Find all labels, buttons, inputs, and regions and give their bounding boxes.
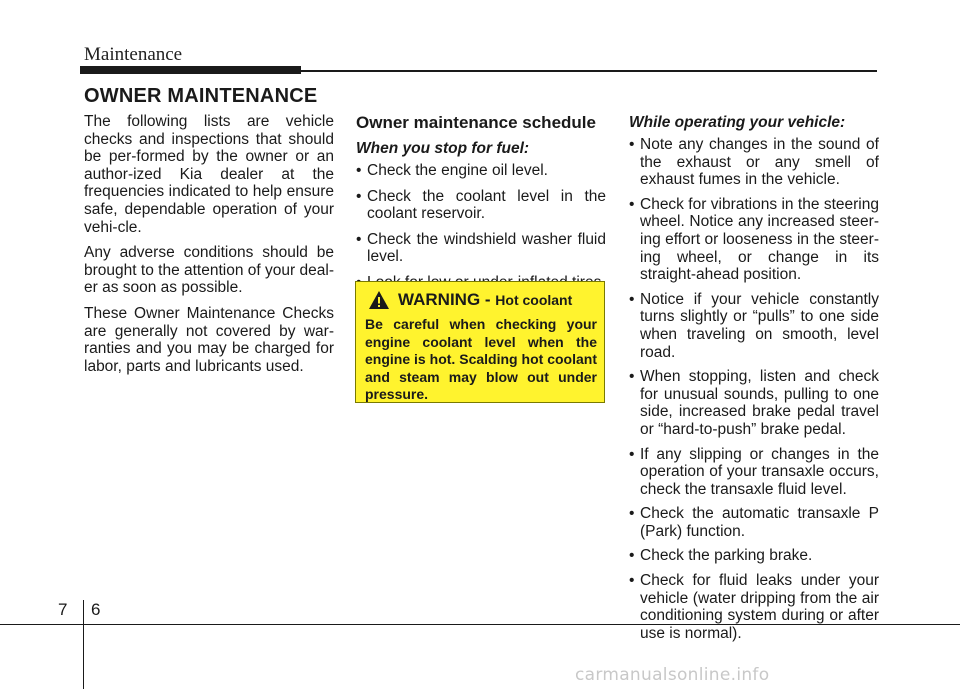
warning-body: Be careful when checking your engine coolant level when the engine is hot. Scalding hot coolant and steam may blow out under pressure.	[365, 316, 597, 402]
intro-paragraph: The following lists are vehicle checks and inspections that should be per-formed by the owner or an author-ized Kia dealer at the frequencies indicated to help ensure safe, dependable operation of your vehi-cle.	[84, 113, 334, 236]
list-item: • Check the windshield washer fluid level.	[356, 231, 606, 266]
list-item: • Check the coolant level in the coolant reservoir.	[356, 188, 606, 223]
warning-triangle-icon	[368, 290, 390, 310]
intro-paragraph: Any adverse conditions should be brought to the attention of your deal-er as soon as possible.	[84, 244, 334, 297]
list-item: • Check the automatic transaxle P (Park) function.	[629, 505, 879, 540]
page-title: OWNER MAINTENANCE	[84, 85, 318, 107]
list-item: • Check the parking brake.	[629, 547, 879, 565]
list-item: • Note any changes in the sound of the exhaust or any smell of exhaust fumes in the vehicle.	[629, 136, 879, 189]
fuel-stop-subheading: When you stop for fuel:	[356, 140, 530, 157]
intro-paragraph: These Owner Maintenance Checks are generally not covered by war-ranties and you may be charged for labor, parts and lubricants used.	[84, 304, 334, 375]
list-item: • When stopping, listen and check for unusual sounds, pulling to one side, increased brake pedal travel or “hard-to-push” brake pedal.	[629, 368, 879, 438]
warning-title	[398, 290, 572, 310]
list-item: • Check for fluid leaks under your vehicle (water dripping from the air conditioning system during or after use is normal).	[629, 572, 879, 642]
section-label: Maintenance	[84, 44, 183, 65]
operating-subheading: While operating your vehicle:	[629, 114, 846, 131]
list-item: • If any slipping or changes in the operation of your transaxle occurs, check the transaxle fluid level.	[629, 446, 879, 499]
watermark: carmanualsonline.info	[575, 665, 770, 685]
warning-header	[368, 290, 597, 310]
header-rule-thin	[301, 70, 877, 72]
fuel-stop-list	[356, 162, 606, 292]
operating-column	[629, 113, 879, 649]
header-rule-thick	[80, 66, 301, 74]
chapter-number: 7	[58, 600, 68, 619]
warning-box	[355, 281, 605, 403]
operating-list	[629, 136, 879, 642]
intro-column	[84, 113, 334, 383]
fuel-stop-column	[356, 113, 606, 300]
warning-subtitle: Hot coolant	[495, 292, 573, 308]
list-item: • Notice if your vehicle constantly turns slightly or “pulls” to one side when traveling on smooth, level road.	[629, 291, 879, 361]
schedule-heading: Owner maintenance schedule	[356, 113, 596, 132]
footer-rule-horizontal	[0, 624, 960, 625]
list-item: • Check for vibrations in the steering wheel. Notice any increased steer-ing effort or looseness in the steer-ing wheel, or change in its straight-ahead position.	[629, 196, 879, 284]
list-item: • Check the engine oil level.	[356, 162, 606, 180]
warning-label: WARNING -	[398, 290, 496, 309]
footer-rule-vertical	[83, 600, 84, 689]
page-number: 6	[91, 600, 101, 619]
